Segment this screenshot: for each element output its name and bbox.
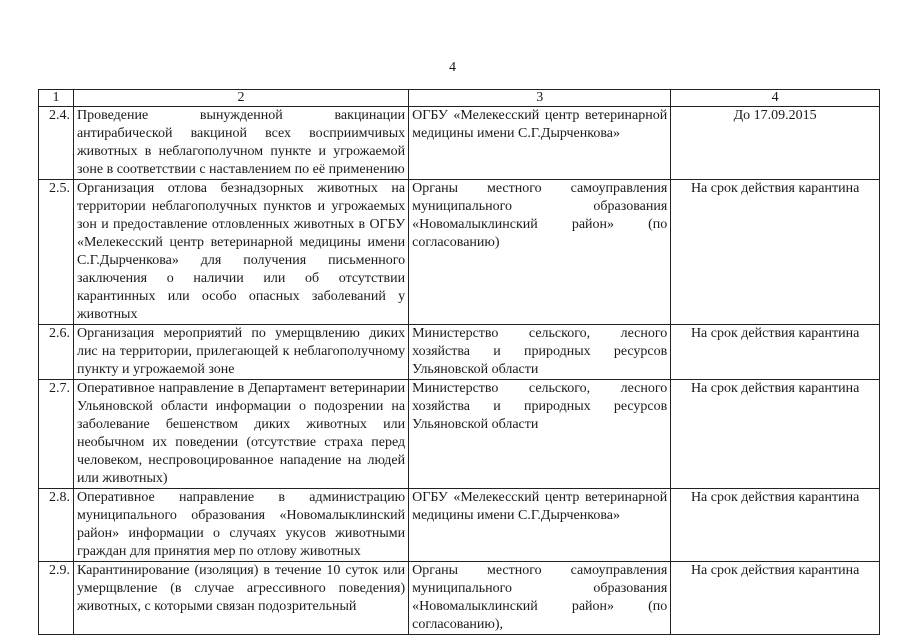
measures-table bbox=[38, 89, 880, 635]
table-row bbox=[39, 180, 880, 325]
row-number: 2.8. bbox=[39, 489, 74, 562]
row-term: На срок действия карантина bbox=[671, 380, 880, 489]
row-number: 2.4. bbox=[39, 107, 74, 180]
row-action: Организация мероприятий по умерщвлению диких лис на территории, прилегающей к неблагополучному пункту и угрожаемой зоне bbox=[73, 325, 408, 380]
row-action: Оперативное направление в администрацию муниципального образования «Новомалыклинский район» информации о случаях укусов животными граждан для принятия мер по отлову животных bbox=[73, 489, 408, 562]
table-row bbox=[39, 107, 880, 180]
row-term: До 17.09.2015 bbox=[671, 107, 880, 180]
table-row bbox=[39, 380, 880, 489]
header-col-2: 2 bbox=[73, 90, 408, 107]
page-number: 4 bbox=[449, 60, 456, 75]
header-col-3: 3 bbox=[409, 90, 671, 107]
table-row bbox=[39, 489, 880, 562]
row-action: Организация отлова безнадзорных животных на территории неблагополучных пунктов и угрожаемых зон и предоставление отловленных животных в ОГБУ «Мелекесский центр ветеринарной медицины имени С.Г.Дырченкова» для получения письменного заключения о наличии или об отсутствии карантинных или особо опасных заболеваний у животных bbox=[73, 180, 408, 325]
row-responsible: Органы местного самоуправления муниципального образования «Новомалыклинский район» (по согласованию) bbox=[409, 180, 671, 325]
row-responsible: ОГБУ «Мелекесский центр ветеринарной медицины имени С.Г.Дырченкова» bbox=[409, 107, 671, 180]
row-number: 2.9. bbox=[39, 562, 74, 635]
row-term: На срок действия карантина bbox=[671, 180, 880, 325]
row-number: 2.7. bbox=[39, 380, 74, 489]
row-responsible: Органы местного самоуправления муниципального образования «Новомалыклинский район» (по согласованию), bbox=[409, 562, 671, 635]
row-action: Карантинирование (изоляция) в течение 10 суток или умерщвление (в случае агрессивного поведения) животных, с которыми связан подозрительный bbox=[73, 562, 408, 635]
row-term: На срок действия карантина bbox=[671, 325, 880, 380]
row-number: 2.6. bbox=[39, 325, 74, 380]
table-row bbox=[39, 562, 880, 635]
row-action: Оперативное направление в Департамент ветеринарии Ульяновской области информации о подозрении на заболевание бешенством диких животных или необычном их поведении (отсутствие страха перед человеком, неспровоцированное нападение на людей или животных) bbox=[73, 380, 408, 489]
row-term: На срок действия карантина bbox=[671, 489, 880, 562]
header-col-1: 1 bbox=[39, 90, 74, 107]
table-header bbox=[39, 90, 880, 107]
row-number: 2.5. bbox=[39, 180, 74, 325]
table-row bbox=[39, 325, 880, 380]
table-body bbox=[39, 107, 880, 635]
row-responsible: Министерство сельского, лесного хозяйства и природных ресурсов Ульяновской области bbox=[409, 325, 671, 380]
row-action: Проведение вынужденной вакцинации антирабической вакциной всех восприимчивых животных в неблагополучном пункте и угрожаемой зоне в соответствии с наставлением по её применению bbox=[73, 107, 408, 180]
header-row bbox=[39, 90, 880, 107]
row-term: На срок действия карантина bbox=[671, 562, 880, 635]
header-col-4: 4 bbox=[671, 90, 880, 107]
row-responsible: Министерство сельского, лесного хозяйства и природных ресурсов Ульяновской области bbox=[409, 380, 671, 489]
row-responsible: ОГБУ «Мелекесский центр ветеринарной медицины имени С.Г.Дырченкова» bbox=[409, 489, 671, 562]
